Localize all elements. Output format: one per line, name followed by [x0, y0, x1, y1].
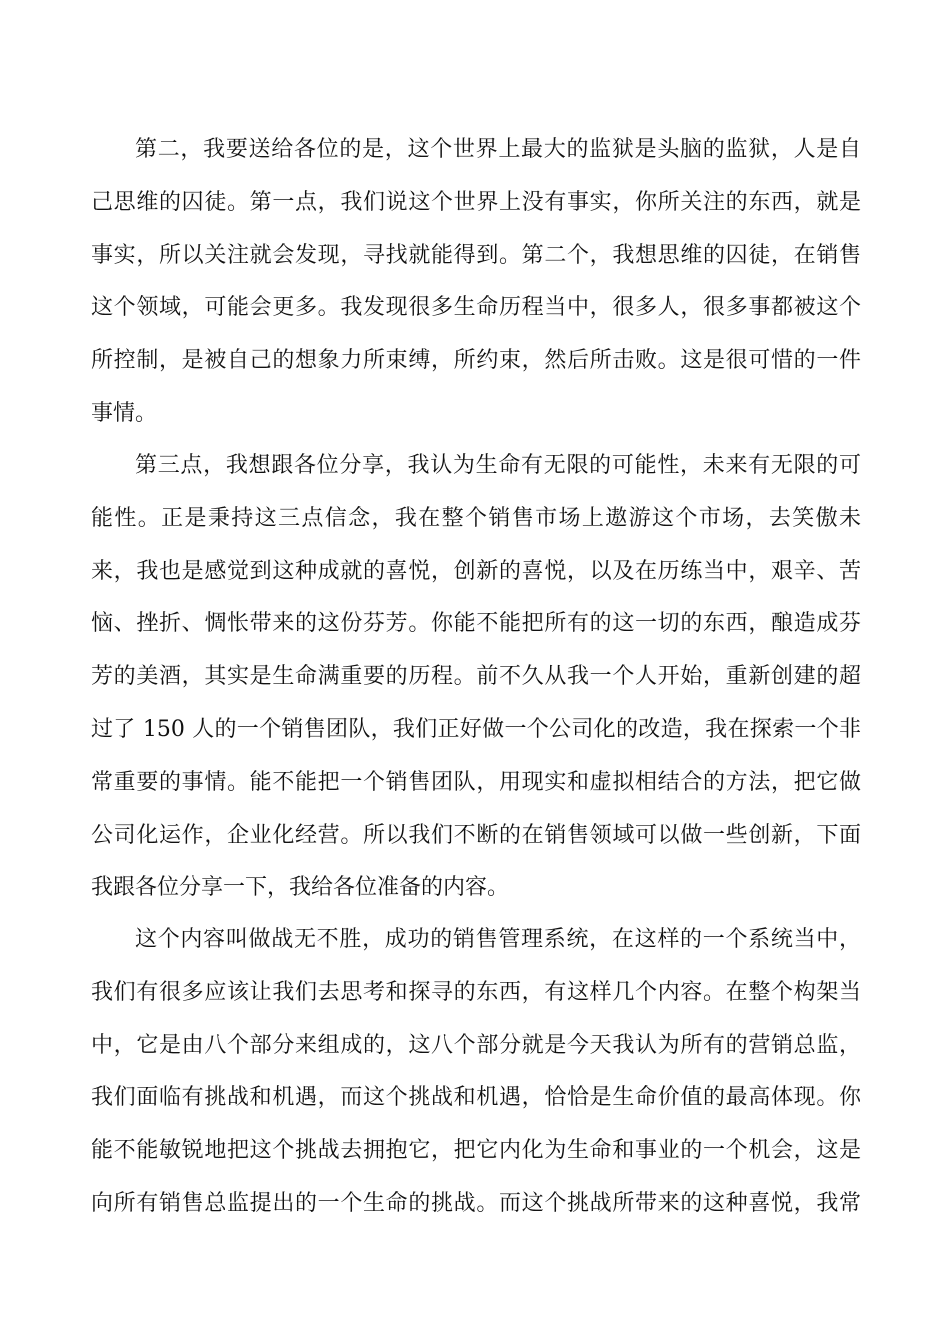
paragraph-prison-of-mind	[91, 124, 861, 441]
text-line: 这个领域，可能会更多。我发现很多生命历程当中，很多人，很多事都被这个	[91, 295, 861, 321]
text-line: 能不能敏锐地把这个挑战去拥抱它，把它内化为生命和事业的一个机会，这是	[91, 1138, 861, 1164]
text-line: 这个内容叫做战无不胜，成功的销售管理系统，在这样的一个系统当中，	[135, 927, 861, 952]
text-line: 常重要的事情。能不能把一个销售团队，用现实和虚拟相结合的方法，把它做	[91, 769, 861, 795]
text-line: 能性。正是秉持这三点信念，我在整个销售市场上遨游这个市场，去笑傲未	[91, 505, 861, 531]
text-line: 第三点，我想跟各位分享，我认为生命有无限的可能性，未来有无限的可	[135, 453, 861, 478]
text-line: 我们面临有挑战和机遇，而这个挑战和机遇，恰恰是生命价值的最高体现。你	[91, 1085, 861, 1111]
text-line: 己思维的囚徒。第一点，我们说这个世界上没有事实，你所关注的东西，就是	[91, 189, 861, 215]
text-line: 公司化运作，企业化经营。所以我们不断的在销售领域可以做一些创新，下面	[91, 822, 861, 848]
text-line: 中，它是由八个部分来组成的，这八个部分就是今天我认为所有的营销总监，	[91, 1032, 861, 1058]
text-line: 来，我也是感觉到这种成就的喜悦，创新的喜悦，以及在历练当中，艰辛、苦	[91, 558, 861, 584]
text-line: 芳的美酒，其实是生命满重要的历程。前不久从我一个人开始，重新创建的超	[91, 664, 861, 690]
text-line: 我跟各位分享一下，我给各位准备的内容。	[91, 875, 510, 901]
text-line: 恼、挫折、惆怅带来的这份芬芳。你能不能把所有的这一切的东西，酿造成芬	[91, 611, 861, 637]
text-line: 过了 150 人的一个销售团队，我们正好做一个公司化的改造，我在探索一个非	[91, 716, 861, 742]
paragraph-infinite-possibility	[91, 440, 861, 915]
text-line: 第二，我要送给各位的是，这个世界上最大的监狱是头脑的监狱，人是自	[135, 137, 861, 162]
text-line: 所控制，是被自己的想象力所束缚，所约束，然后所击败。这是很可惜的一件	[91, 348, 861, 374]
paragraph-sales-management-system	[91, 914, 861, 1231]
text-line: 事实，所以关注就会发现，寻找就能得到。第二个，我想思维的囚徒，在销售	[91, 242, 861, 268]
text-line: 我们有很多应该让我们去思考和探寻的东西，有这样几个内容。在整个构架当	[91, 979, 861, 1005]
text-line: 事情。	[91, 400, 158, 426]
text-line: 向所有销售总监提出的一个生命的挑战。而这个挑战所带来的这种喜悦，我常	[91, 1190, 861, 1216]
